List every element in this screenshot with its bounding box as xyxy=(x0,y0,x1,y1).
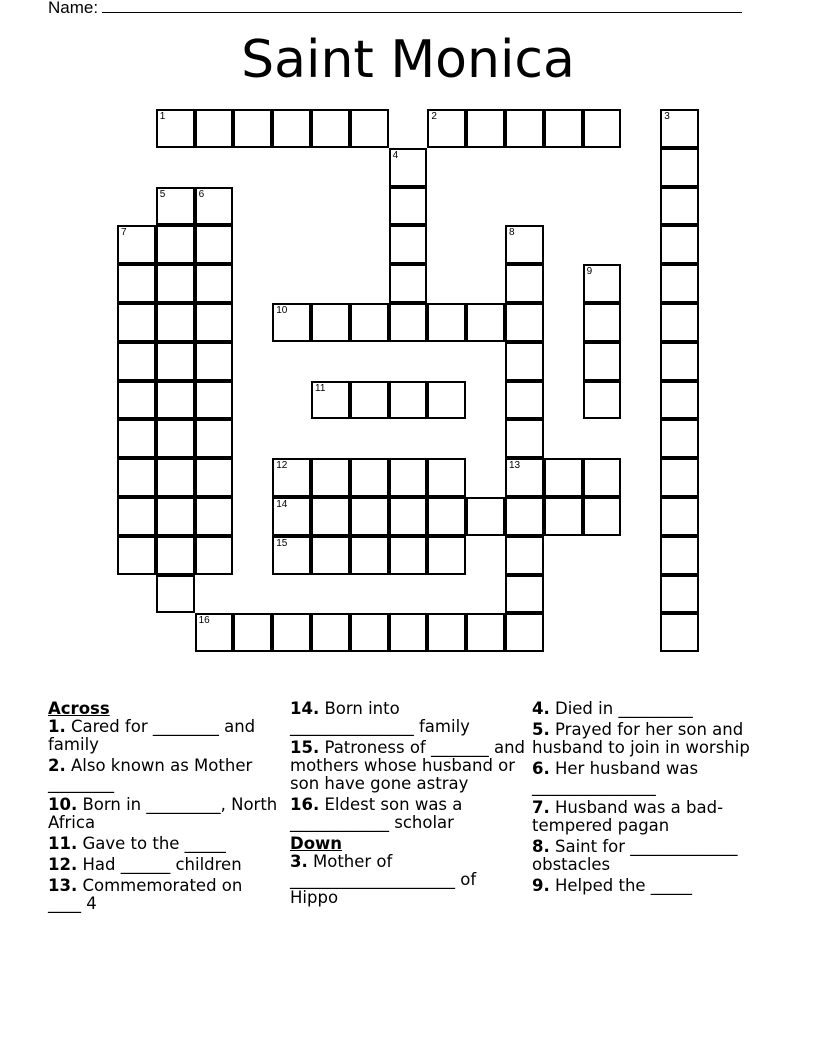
clue-item-text: Husband was a bad-tempered pagan xyxy=(532,798,724,835)
clues-column-3 xyxy=(532,700,768,898)
grid-cell[interactable] xyxy=(583,303,622,342)
grid-cell[interactable] xyxy=(466,613,505,652)
clue-item-number: 11. xyxy=(48,834,78,853)
clue-item xyxy=(532,877,768,895)
clue-item-text: Gave to the _____ xyxy=(77,834,226,853)
clue-item-text: Commemorated on ____ 4 xyxy=(48,876,243,913)
grid-cell[interactable] xyxy=(660,148,699,187)
clue-number: 12 xyxy=(276,460,288,472)
clue-number: 10 xyxy=(276,305,288,316)
clue-number: 16 xyxy=(198,615,210,627)
grid-cell[interactable] xyxy=(427,458,466,497)
grid-cell[interactable] xyxy=(272,613,311,652)
clue-item-text: Eldest son was a ____________ scholar xyxy=(290,795,463,832)
across-clue-list-continued xyxy=(290,700,526,832)
grid-cell[interactable] xyxy=(505,575,544,614)
grid-cell[interactable] xyxy=(505,536,544,575)
grid-cell[interactable] xyxy=(389,458,428,497)
grid-cell[interactable] xyxy=(660,303,699,342)
grid-cell[interactable] xyxy=(427,613,466,652)
grid-cell[interactable] xyxy=(660,419,699,458)
grid-cell[interactable] xyxy=(583,381,622,420)
grid-cell[interactable] xyxy=(660,381,699,420)
grid-cell[interactable] xyxy=(660,109,699,148)
grid-cell[interactable] xyxy=(660,536,699,575)
grid-cell[interactable] xyxy=(156,109,195,148)
grid-cell[interactable] xyxy=(156,575,195,614)
grid-cell[interactable] xyxy=(156,187,195,226)
grid-cell[interactable] xyxy=(660,225,699,264)
clue-number: 3 xyxy=(664,111,670,122)
clue-item-number: 10. xyxy=(48,795,78,814)
grid-cell[interactable] xyxy=(350,458,389,497)
clue-number: 14 xyxy=(276,499,288,510)
clue-number: 6 xyxy=(198,188,205,200)
grid-cell[interactable] xyxy=(156,264,195,303)
grid-cell[interactable] xyxy=(156,342,195,381)
grid-cell[interactable] xyxy=(389,264,428,303)
grid-cell[interactable] xyxy=(311,536,350,575)
grid-cell[interactable] xyxy=(505,342,544,381)
clue-item xyxy=(532,760,768,796)
grid-cell[interactable] xyxy=(350,109,389,148)
clue-number: 15 xyxy=(276,537,288,549)
clue-item-number: 13. xyxy=(48,876,78,895)
grid-cell[interactable] xyxy=(505,419,544,458)
grid-cell[interactable] xyxy=(350,303,389,342)
clue-item xyxy=(290,853,526,907)
grid-cell[interactable] xyxy=(505,497,544,536)
grid-cell[interactable] xyxy=(272,303,311,342)
grid-cell[interactable] xyxy=(544,497,583,536)
grid-cell[interactable] xyxy=(544,109,583,148)
clues-column-1 xyxy=(48,700,280,916)
grid-cell[interactable] xyxy=(389,148,428,187)
clue-item-text: Born in _________, North Africa xyxy=(48,795,278,832)
grid-cell[interactable] xyxy=(427,303,466,342)
clue-item xyxy=(48,718,280,754)
grid-cell[interactable] xyxy=(156,497,195,536)
page-title: Saint Monica xyxy=(241,30,575,90)
clue-item-text: Had ______ children xyxy=(77,855,242,874)
grid-cell[interactable] xyxy=(389,613,428,652)
across-heading: Across xyxy=(48,699,110,718)
grid-cell[interactable] xyxy=(233,109,272,148)
grid-cell[interactable] xyxy=(117,303,156,342)
grid-cell[interactable] xyxy=(660,458,699,497)
grid-cell[interactable] xyxy=(117,419,156,458)
clue-item-text: Prayed for her son and husband to join in worship xyxy=(532,720,750,757)
grid-cell[interactable] xyxy=(195,381,234,420)
grid-cell[interactable] xyxy=(195,419,234,458)
grid-cell[interactable] xyxy=(117,342,156,381)
grid-cell[interactable] xyxy=(272,458,311,497)
grid-cell[interactable] xyxy=(156,536,195,575)
clue-item-text: Patroness of _______ and mothers whose husband or son have gone astray xyxy=(290,738,526,793)
grid-cell[interactable] xyxy=(466,497,505,536)
clue-item-number: 6. xyxy=(532,759,550,778)
grid-cell[interactable] xyxy=(544,458,583,497)
clue-item-number: 14. xyxy=(290,699,320,718)
clue-item xyxy=(532,838,768,874)
grid-cell[interactable] xyxy=(583,497,622,536)
clue-number: 7 xyxy=(121,227,127,239)
grid-cell[interactable] xyxy=(272,109,311,148)
grid-cell[interactable] xyxy=(311,458,350,497)
clue-item xyxy=(532,799,768,835)
grid-cell[interactable] xyxy=(350,497,389,536)
grid-cell[interactable] xyxy=(505,381,544,420)
grid-cell[interactable] xyxy=(195,536,234,575)
clue-number: 2 xyxy=(431,111,437,122)
clue-item-text: Died in _________ xyxy=(549,699,693,718)
clue-item-text: Cared for ________ and family xyxy=(48,717,256,754)
grid-cell[interactable] xyxy=(350,536,389,575)
grid-cell[interactable] xyxy=(389,303,428,342)
grid-cell[interactable] xyxy=(427,536,466,575)
grid-cell[interactable] xyxy=(117,497,156,536)
grid-cell[interactable] xyxy=(311,497,350,536)
grid-cell[interactable] xyxy=(117,225,156,264)
grid-cell[interactable] xyxy=(505,225,544,264)
grid-cell[interactable] xyxy=(505,458,544,497)
grid-cell[interactable] xyxy=(156,225,195,264)
clue-item-number: 1. xyxy=(48,717,66,736)
grid-cell[interactable] xyxy=(427,381,466,420)
clue-number: 1 xyxy=(159,111,166,122)
grid-cell[interactable] xyxy=(156,381,195,420)
grid-cell[interactable] xyxy=(583,264,622,303)
grid-cell[interactable] xyxy=(660,497,699,536)
grid-cell[interactable] xyxy=(311,381,350,420)
grid-cell[interactable] xyxy=(389,225,428,264)
down-clue-list xyxy=(290,853,526,907)
grid-cell[interactable] xyxy=(311,109,350,148)
grid-cell[interactable] xyxy=(389,536,428,575)
clue-item xyxy=(290,796,526,832)
clue-number: 4 xyxy=(392,149,399,161)
grid-cell[interactable] xyxy=(233,613,272,652)
clue-number: 11 xyxy=(315,382,326,394)
grid-cell[interactable] xyxy=(660,613,699,652)
grid-cell[interactable] xyxy=(505,109,544,148)
grid-cell[interactable] xyxy=(156,303,195,342)
clues-column-2 xyxy=(290,700,526,910)
grid-cell[interactable] xyxy=(195,264,234,303)
clue-item xyxy=(532,700,768,718)
clue-item-text: Saint for _____________ obstacles xyxy=(532,837,738,874)
clue-item-number: 7. xyxy=(532,798,550,817)
clue-item xyxy=(532,721,768,757)
clue-item-number: 16. xyxy=(290,795,320,814)
clue-number: 13 xyxy=(509,460,521,472)
grid-cell[interactable] xyxy=(195,303,234,342)
grid-cell[interactable] xyxy=(195,613,234,652)
grid-cell[interactable] xyxy=(195,109,234,148)
down-heading: Down xyxy=(290,834,343,853)
grid-cell[interactable] xyxy=(195,342,234,381)
grid-cell[interactable] xyxy=(660,187,699,226)
grid-cell[interactable] xyxy=(660,575,699,614)
clue-item-number: 9. xyxy=(532,876,550,895)
clue-item-number: 8. xyxy=(532,837,550,856)
grid-cell[interactable] xyxy=(427,109,466,148)
clue-item-number: 15. xyxy=(290,738,320,757)
grid-cell[interactable] xyxy=(117,381,156,420)
clue-number: 5 xyxy=(159,188,166,200)
grid-cell[interactable] xyxy=(117,458,156,497)
grid-cell[interactable] xyxy=(505,303,544,342)
grid-cell[interactable] xyxy=(389,381,428,420)
grid-cell[interactable] xyxy=(272,536,311,575)
grid-cell[interactable] xyxy=(117,264,156,303)
clue-item-text: Her husband was _______________ xyxy=(532,759,699,796)
grid-cell[interactable] xyxy=(272,497,311,536)
grid-cell[interactable] xyxy=(660,264,699,303)
clue-item xyxy=(48,835,280,853)
clue-item-text: Mother of ____________________ of Hippo xyxy=(290,852,477,907)
grid-cell[interactable] xyxy=(505,613,544,652)
clue-item-number: 5. xyxy=(532,720,550,739)
grid-cell[interactable] xyxy=(350,381,389,420)
grid-cell[interactable] xyxy=(350,613,389,652)
grid-cell[interactable] xyxy=(195,497,234,536)
grid-cell[interactable] xyxy=(195,458,234,497)
grid-cell[interactable] xyxy=(389,187,428,226)
grid-cell[interactable] xyxy=(466,109,505,148)
clue-item xyxy=(290,739,526,793)
grid-cell[interactable] xyxy=(117,536,156,575)
across-clue-list xyxy=(48,718,280,913)
clue-item xyxy=(48,877,280,913)
grid-cell[interactable] xyxy=(660,342,699,381)
grid-cell[interactable] xyxy=(311,303,350,342)
clue-number: 9 xyxy=(586,266,593,278)
clue-item-number: 12. xyxy=(48,855,78,874)
grid-cell[interactable] xyxy=(311,613,350,652)
grid-cell[interactable] xyxy=(583,109,622,148)
clue-item-number: 3. xyxy=(290,852,308,871)
clue-item-text: Helped the _____ xyxy=(549,876,693,895)
grid-cell[interactable] xyxy=(389,497,428,536)
clue-item xyxy=(48,757,280,793)
grid-cell[interactable] xyxy=(427,497,466,536)
grid-cell[interactable] xyxy=(583,458,622,497)
clue-item xyxy=(48,796,280,832)
clue-item-number: 4. xyxy=(532,699,550,718)
grid-cell[interactable] xyxy=(466,303,505,342)
grid-cell[interactable] xyxy=(195,225,234,264)
down-clue-list-continued xyxy=(532,700,768,895)
grid-cell[interactable] xyxy=(156,419,195,458)
grid-cell[interactable] xyxy=(195,187,234,226)
clue-item xyxy=(48,856,280,874)
clue-item-text: Also known as Mother ________ xyxy=(48,756,253,793)
clue-item-number: 2. xyxy=(48,756,66,775)
grid-cell[interactable] xyxy=(583,342,622,381)
clue-number: 8 xyxy=(509,227,515,239)
clue-item-text: Born into _______________ family xyxy=(290,699,470,736)
name-label: Name: xyxy=(48,0,99,17)
clue-item xyxy=(290,700,526,736)
grid-cell[interactable] xyxy=(156,458,195,497)
grid-cell[interactable] xyxy=(505,264,544,303)
